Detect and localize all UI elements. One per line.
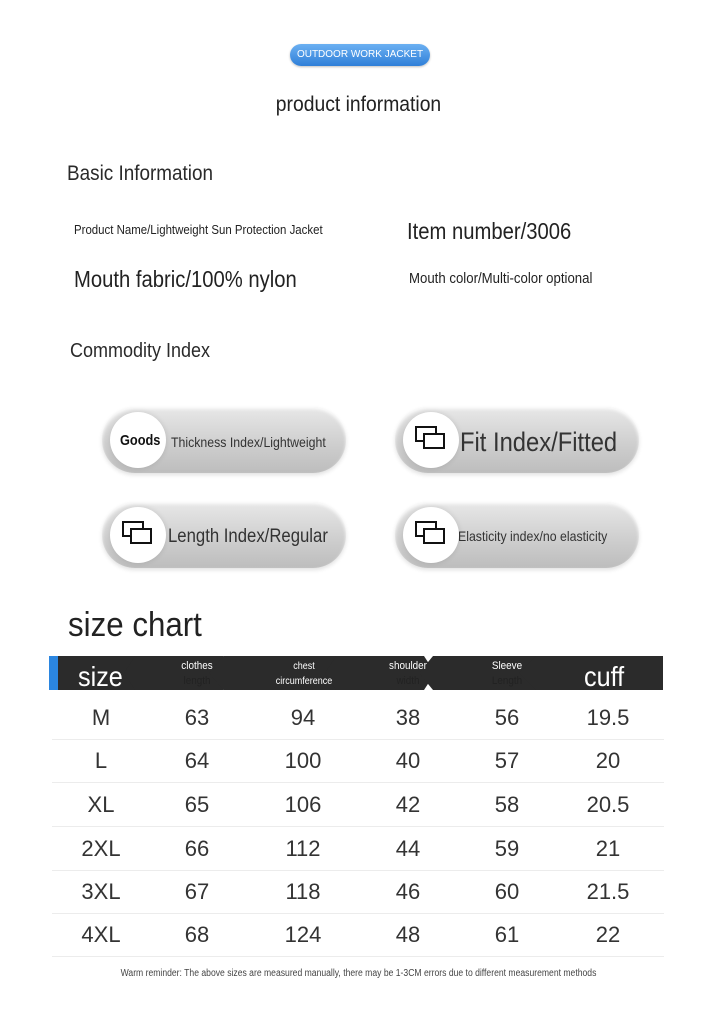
fabric-text: Mouth fabric/100% nylon	[74, 266, 297, 292]
cell-chest: 112	[285, 836, 321, 861]
cell-chest: 94	[290, 705, 316, 730]
index-icon-circle	[110, 412, 166, 468]
cell-chest: 118	[285, 879, 321, 904]
table-row	[52, 913, 664, 957]
cell-cuff: 20	[595, 748, 621, 773]
cell-clothes-length: 66	[184, 836, 210, 861]
cell-sleeve: 57	[494, 748, 520, 773]
product-category-tag: OUTDOOR WORK JACKET	[290, 44, 430, 66]
page-title: product information	[275, 93, 442, 116]
product-name-text: Product Name/Lightweight Sun Protection Jacket	[74, 222, 323, 237]
layered-squares-icon	[415, 426, 449, 454]
cell-shoulder: 40	[395, 748, 421, 773]
cell-cuff: 21	[595, 836, 621, 861]
header-chest: chest circumference	[275, 661, 333, 687]
cell-sleeve: 61	[494, 922, 520, 947]
index-icon-circle	[110, 507, 166, 563]
cell-cuff: 21.5	[586, 879, 630, 904]
cell-size: M	[91, 705, 111, 730]
cell-clothes-length: 65	[184, 792, 210, 817]
basic-info-heading: Basic Information	[67, 162, 214, 185]
cell-sleeve: 60	[494, 879, 520, 904]
cell-chest: 106	[284, 792, 322, 817]
index-icon-circle	[403, 412, 459, 468]
cell-size: L	[94, 748, 108, 773]
index-pill-fit	[395, 407, 639, 473]
header-shoulder: shoulder width	[389, 660, 427, 687]
fit-index-label: Fit Index/Fitted	[460, 427, 618, 457]
thickness-index-label: Thickness Index/Lightweight	[171, 434, 326, 450]
index-icon-circle	[403, 507, 459, 563]
index-pill-elasticity	[395, 502, 639, 568]
header-accent	[49, 656, 58, 690]
table-row	[52, 739, 664, 783]
table-row	[52, 696, 664, 740]
index-pill-thickness	[102, 407, 346, 473]
table-row	[52, 870, 664, 914]
cell-shoulder: 48	[395, 922, 421, 947]
size-chart-title: size chart	[68, 606, 202, 644]
header-cuff: cuff	[584, 661, 625, 692]
cell-chest: 100	[284, 748, 322, 773]
measurement-footnote: Warm reminder: The above sizes are measured manually, there may be 1-3CM errors due to different measurement methods	[120, 968, 597, 979]
length-index-label: Length Index/Regular	[168, 526, 328, 547]
cell-shoulder: 42	[395, 792, 421, 817]
size-chart-header	[49, 656, 663, 690]
cell-cuff: 20.5	[586, 792, 630, 817]
cell-clothes-length: 63	[184, 705, 210, 730]
cell-chest: 124	[284, 922, 322, 947]
cell-sleeve: 58	[494, 792, 520, 817]
elasticity-index-label: Elasticity index/no elasticity	[458, 528, 608, 544]
cell-clothes-length: 64	[184, 748, 210, 773]
header-size: size	[78, 661, 123, 692]
cell-sleeve: 56	[494, 705, 520, 730]
header-clothes-length: clothes length	[181, 660, 213, 687]
cell-clothes-length: 68	[184, 922, 210, 947]
cell-clothes-length: 67	[184, 879, 210, 904]
commodity-index-heading: Commodity Index	[70, 340, 211, 362]
cell-shoulder: 38	[395, 705, 421, 730]
layered-squares-icon	[122, 521, 156, 549]
cell-sleeve: 59	[494, 836, 520, 861]
cell-size: 3XL	[81, 879, 121, 904]
cell-size: 2XL	[81, 836, 121, 861]
cell-cuff: 22	[595, 922, 621, 947]
table-row	[52, 783, 664, 827]
cell-size: XL	[87, 792, 115, 817]
cell-size: 4XL	[81, 922, 121, 947]
color-text: Mouth color/Multi-color optional	[409, 270, 593, 287]
cell-shoulder: 44	[395, 836, 421, 861]
index-pill-length	[102, 502, 346, 568]
item-number-text: Item number/3006	[407, 218, 572, 244]
cell-shoulder: 46	[395, 879, 421, 904]
layered-squares-icon	[415, 521, 449, 549]
goods-icon: Goods	[120, 432, 161, 449]
table-row	[52, 827, 664, 871]
cell-cuff: 19.5	[586, 705, 630, 730]
header-sleeve: Sleeve Length	[491, 660, 523, 687]
